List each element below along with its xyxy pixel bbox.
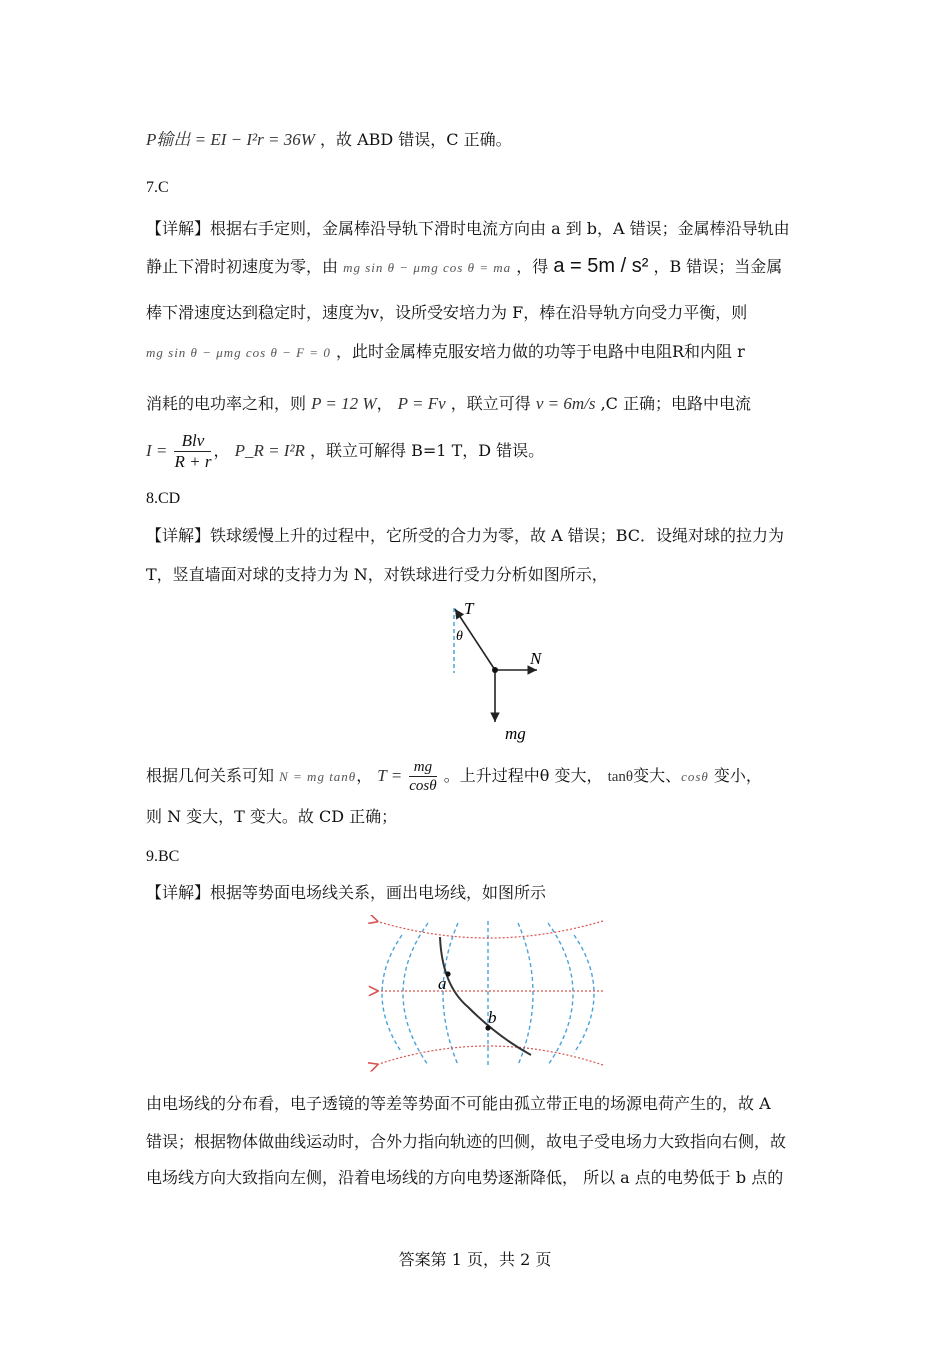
q8-answer-heading: 8.CD — [146, 490, 181, 507]
q8-explanation-line-3: 根据几何关系可知 N = mg tanθ， T = $\frac{mg}{\cos\theta}$ 。上升过程中θ 变大， tanθ变大、cosθ 变小， — [146, 759, 762, 794]
electric-field-lines — [376, 921, 603, 1065]
q7-explanation-line-5: 消耗的电功率之和，则 P = 12 W， P = Fv ，联立可得 v = 6m/s ,C 正确；电路中电流 — [146, 394, 752, 413]
electric-field-diagram — [368, 915, 608, 1073]
tension-fraction: $\frac{mg}{\cos\theta}$ — [409, 759, 437, 794]
q7-explanation-line-4: mg sin θ − μmg cos θ − F = 0 ，此时金属棒克服安培力做的功等于电路中电阻R和内阻 r — [146, 342, 745, 361]
q7-acceleration-result: a = 5m / s² — [553, 255, 649, 277]
q9-explanation-line-3: 错误；根据物体做曲线运动时，合外力指向轨迹的凹侧，故电子受电场力大致指向右侧，故 — [146, 1132, 787, 1151]
q8-explanation-line-2: T，竖直墙面对球的支持力为 N，对铁球进行受力分析如图所示， — [146, 565, 608, 584]
tension-label: T — [464, 599, 474, 618]
q7-explanation-line-6: I = $\frac{\text{Blv}}{R + r}$ ， P_R = I²R ，联立可解得 B=1 T，D 错误。 — [146, 431, 545, 471]
q9-explanation-line-1: 【详解】根据等势面电场线关系，画出电场线，如图所示 — [146, 883, 547, 902]
normal-force-label: N — [530, 649, 542, 668]
q9-explanation-line-4: 电场线方向大致指向左侧，沿着电场线的方向电势逐渐降低， 所以 a 点的电势低于 b 点的 — [146, 1168, 784, 1187]
equipotential-surfaces — [382, 921, 594, 1067]
power-output-line: P输出 = EI − I²r = 36W ，故 ABD 错误，C 正确。 — [146, 130, 512, 149]
q7-motion-equation: mg sin θ − μmg cos θ = ma — [343, 260, 512, 275]
gravity-label: mg — [505, 724, 526, 743]
q7-explanation-line-2: 静止下滑时初速度为零，由 mg sin θ − μmg cos θ = ma ，得 a = 5m / s² ，B 错误；当金属 — [146, 255, 783, 277]
force-diagram — [440, 598, 560, 748]
q8-explanation-line-1: 【详解】铁球缓慢上升的过程中，它所受的合力为零，故 A 错误；BC．设绳对球的拉力为 — [146, 526, 785, 545]
q7-explanation-line-1: 【详解】根据右手定则，金属棒沿导轨下滑时电流方向由 a 到 b，A 错误；金属棒沿导轨由 — [146, 219, 790, 238]
q7-explanation-line-3: 棒下滑速度达到稳定时，速度为v，设所受安培力为 F，棒在沿导轨方向受力平衡，则 — [146, 303, 748, 322]
electron-trajectory — [440, 937, 531, 1055]
point-a-label: a — [438, 974, 447, 993]
iron-ball-point — [492, 667, 498, 673]
theta-label: θ — [456, 629, 463, 644]
current-fraction: $\frac{\text{Blv}}{R + r}$ — [174, 431, 212, 471]
power-output-formula: P输出 = EI − I²r = 36W — [146, 130, 315, 149]
q7-answer-heading: 7.C — [146, 179, 169, 196]
q9-explanation-line-2: 由电场线的分布看，电子透镜的等差等势面不可能由孤立带正电的场源电荷产生的，故 A — [146, 1094, 771, 1113]
point-b-label: b — [488, 1008, 497, 1027]
q9-answer-heading: 9.BC — [146, 848, 180, 865]
page-footer: 答案第 1 页，共 2 页 — [398, 1250, 552, 1269]
q8-explanation-line-4: 则 N 变大，T 变大。故 CD 正确； — [146, 807, 398, 826]
q7-equilibrium-equation: mg sin θ − μmg cos θ − F = 0 — [146, 345, 331, 360]
